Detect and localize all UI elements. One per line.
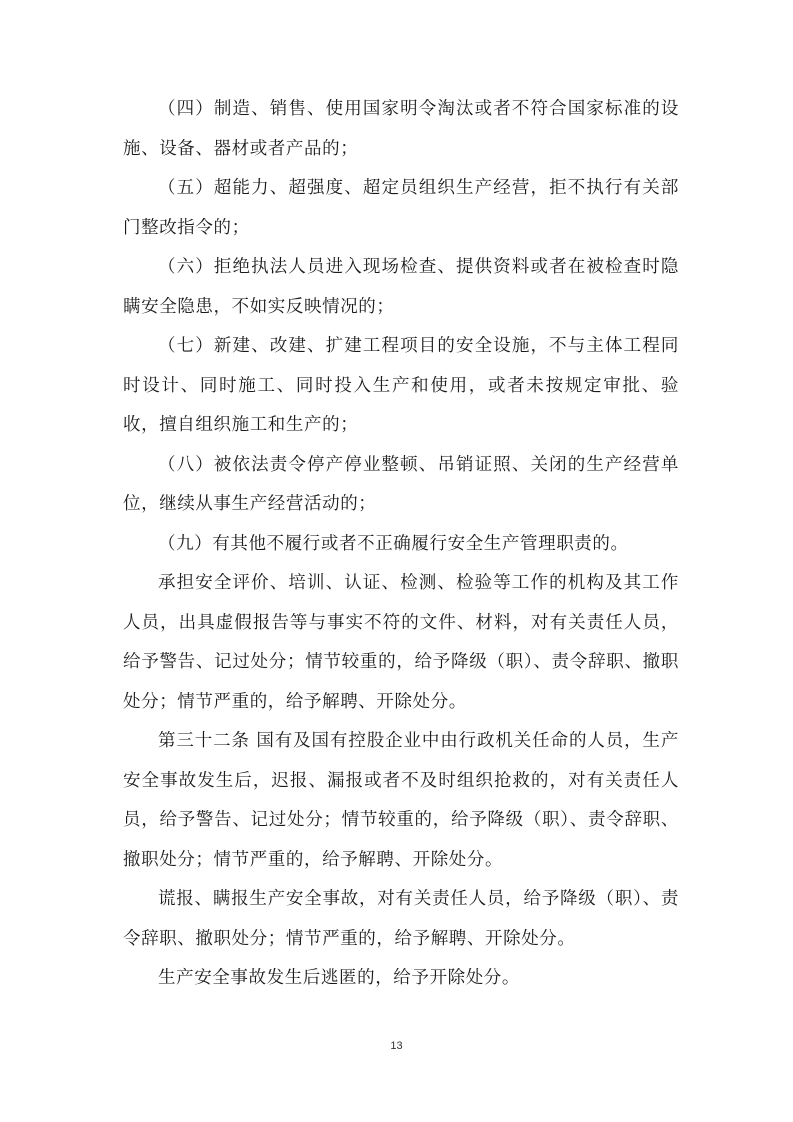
- paragraph-item-4: （四）制造、销售、使用国家明令淘汰或者不符合国家标准的设施、设备、器材或者产品的；: [123, 99, 679, 159]
- paragraph-item-7: （七）新建、改建、扩建工程项目的安全设施，不与主体工程同时设计、同时施工、同时投入生产和使用，或者未按规定审批、验收，擅自组织施工和生产的；: [123, 336, 679, 435]
- paragraph-service-agencies: 承担安全评价、培训、认证、检测、检验等工作的机构及其工作人员，出具虚假报告等与事实不符的文件、材料，对有关责任人员，给予警告、记过处分；情节较重的，给予降级（职）、责令辞职、撤职处分；情节严重的，给予解聘、开除处分。: [123, 573, 679, 712]
- document-body: [123, 90, 679, 999]
- paragraph-false-reporting: 谎报、瞒报生产安全事故，对有关责任人员，给予降级（职）、责令辞职、撤职处分；情节严重的，给予解聘、开除处分。: [123, 889, 679, 949]
- page-number: 13: [390, 1040, 403, 1052]
- paragraph-item-6: （六）拒绝执法人员进入现场检查、提供资料或者在被检查时隐瞒安全隐患，不如实反映情况的；: [123, 257, 679, 317]
- paragraph-item-5: （五）超能力、超强度、超定员组织生产经营，拒不执行有关部门整改指令的；: [123, 178, 679, 238]
- paragraph-absconding: 生产安全事故发生后逃匿的，给予开除处分。: [158, 968, 520, 988]
- paragraph-article-32: 第三十二条 国有及国有控股企业中由行政机关任命的人员，生产安全事故发生后，迟报、漏报或者不及时组织抢救的，对有关责任人员，给予警告、记过处分；情节较重的，给予降级（职）、责令辞职、撤职处分；情节严重的，给予解聘、开除处分。: [123, 731, 679, 870]
- paragraph-item-8: （八）被依法责令停产停业整顿、吊销证照、关闭的生产经营单位，继续从事生产经营活动的；: [123, 454, 679, 514]
- paragraph-item-9: （九）有其他不履行或者不正确履行安全生产管理职责的。: [158, 533, 629, 554]
